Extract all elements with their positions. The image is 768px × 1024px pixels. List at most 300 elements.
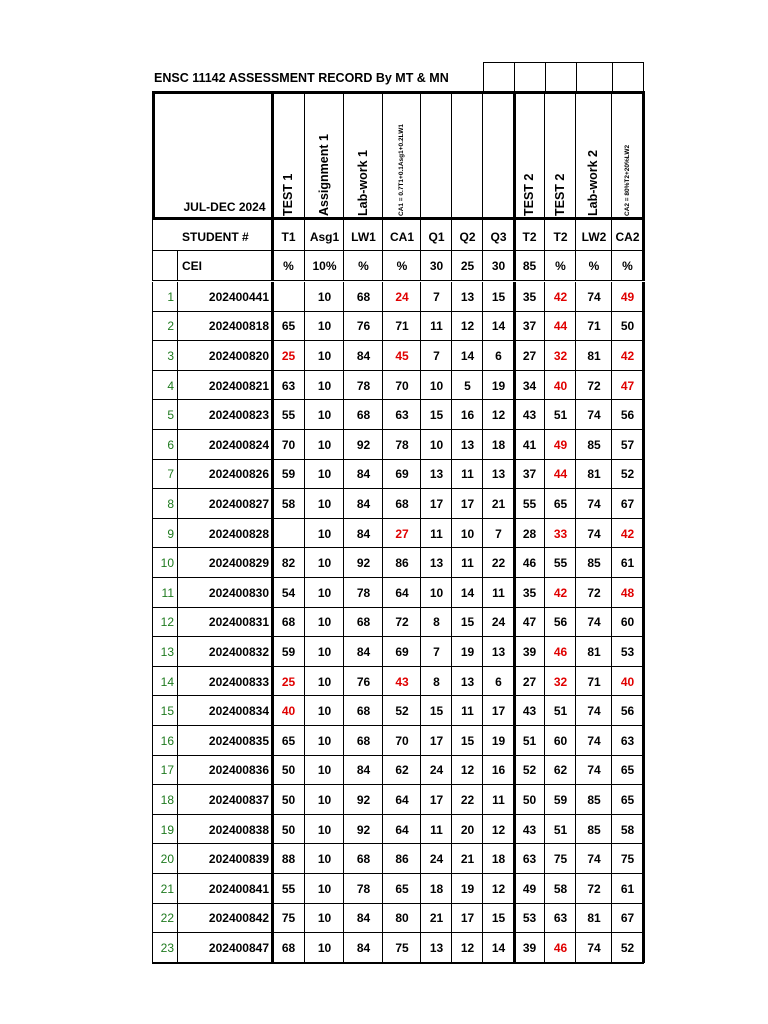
score-cell: 19 [491,733,506,748]
header-col-line [575,91,576,220]
score-cell: 24 [395,289,409,304]
student-id: 202400828 [208,526,269,541]
col-line [513,282,516,963]
score-cell: 68 [395,496,409,511]
row-index: 21 [160,881,174,896]
score-cell: 68 [281,940,296,955]
score-cell: 59 [281,644,296,659]
score-cell: 15 [491,289,506,304]
score-cell: 74 [587,289,601,304]
score-cell: 85 [587,437,601,452]
score-cell: 10 [317,496,332,511]
score-cell: 10 [429,437,444,452]
student-id: 202400824 [208,437,269,452]
score-cell: 15 [429,704,444,719]
score-cell: 46 [522,556,537,571]
score-cell: 43 [395,674,409,689]
score-cell: 20 [460,822,475,837]
score-cell: 12 [460,763,475,778]
student-id: 202400834 [208,704,269,719]
score-cell: 32 [553,674,568,689]
row-index: 8 [167,496,174,511]
score-cell: 49 [620,289,635,304]
score-cell: 68 [356,408,371,423]
student-id: 202400842 [208,911,269,926]
score-cell: 50 [281,792,296,807]
score-cell: 63 [281,378,296,393]
score-cell: 70 [395,733,409,748]
score-cell: 44 [553,319,568,334]
score-cell: 50 [620,319,635,334]
score-cell: 43 [522,408,537,423]
score-cell: 27 [395,526,409,541]
score-cell: 84 [356,644,371,659]
score-cell: 56 [620,408,635,423]
score-cell: 72 [587,881,601,896]
student-id: 202400830 [208,585,269,600]
column-code: Q1 [428,230,445,244]
score-cell: 58 [620,822,635,837]
column-weight: 25 [460,259,475,273]
row-index: 22 [160,911,174,926]
score-cell: 61 [620,556,635,571]
score-cell: 55 [281,881,296,896]
score-cell: 75 [395,940,409,955]
score-cell: 10 [317,940,332,955]
score-cell: 84 [356,348,371,363]
score-cell: 10 [317,822,332,837]
score-cell: 56 [620,704,635,719]
column-code: T1 [281,230,296,244]
score-cell: 40 [620,674,635,689]
row-index: 17 [160,763,174,778]
column-header-vertical: TEST 2 [521,173,536,216]
column-weight: 30 [491,259,506,273]
score-cell: 10 [317,644,332,659]
score-cell: 86 [395,852,409,867]
student-id: 202400441 [208,289,269,304]
score-cell: 10 [317,881,332,896]
score-cell: 72 [395,615,409,630]
score-cell: 49 [522,881,537,896]
cei-label: CEI [182,259,203,273]
score-cell: 46 [553,644,568,659]
col-line [642,282,645,963]
column-weight: % [358,259,369,273]
score-cell: 17 [429,496,444,511]
column-header-vertical: TEST 2 [552,173,567,216]
score-cell: 69 [395,467,409,482]
score-cell: 15 [460,615,475,630]
score-cell: 15 [460,733,475,748]
column-weight: % [588,259,600,273]
score-cell: 11 [430,319,443,334]
score-cell: 82 [281,556,296,571]
score-cell: 65 [620,792,635,807]
score-cell: 42 [620,348,635,363]
score-cell: 88 [281,852,296,867]
score-cell: 52 [620,940,635,955]
score-cell: 74 [587,852,601,867]
top-box-line [612,62,613,91]
score-cell: 45 [395,348,409,363]
column-code: CA2 [615,230,640,244]
score-cell: 7 [433,289,440,304]
score-cell: 12 [491,881,506,896]
header-top-border [152,91,644,94]
top-box-line [643,62,644,91]
score-cell: 43 [522,822,537,837]
score-cell: 50 [281,822,296,837]
score-cell: 52 [522,763,537,778]
score-cell: 43 [522,704,537,719]
score-cell: 17 [460,496,475,511]
score-cell: 40 [281,704,296,719]
score-cell: 59 [553,792,568,807]
score-cell: 22 [491,556,506,571]
score-cell: 40 [553,378,568,393]
header-col-line [513,91,516,220]
score-cell: 68 [356,733,371,748]
student-id: 202400847 [208,940,269,955]
top-box-line [483,62,484,91]
score-cell: 19 [460,644,475,659]
column-header-vertical: CA2 = 80%T2+20%LW2 [623,144,631,216]
score-cell: 12 [491,822,506,837]
score-cell: 11 [461,704,474,719]
student-id: 202400829 [208,556,269,571]
score-cell: 51 [553,822,568,837]
header-col-line [544,91,545,220]
score-cell: 49 [553,437,568,452]
score-cell: 65 [553,496,568,511]
student-id: 202400823 [208,408,269,423]
score-cell: 16 [460,408,475,423]
col-line [304,282,305,963]
column-code: T2 [522,230,537,244]
column-code: T2 [553,230,568,244]
score-cell: 10 [317,704,332,719]
student-id: 202400835 [208,733,269,748]
score-cell: 60 [620,615,635,630]
score-cell: 14 [460,348,475,363]
score-cell: 63 [620,733,635,748]
student-id: 202400836 [208,763,269,778]
column-weight: 10% [312,259,337,273]
score-cell: 74 [587,408,601,423]
score-cell: 16 [491,763,506,778]
score-cell: 47 [522,615,537,630]
score-cell: 65 [395,881,409,896]
column-code: Q2 [459,230,476,244]
score-cell [272,519,305,549]
score-cell: 53 [522,911,537,926]
col-line [343,282,344,963]
score-cell: 46 [553,940,568,955]
score-cell: 10 [317,437,332,452]
header-left-border [152,91,155,220]
score-cell: 74 [587,940,601,955]
bottom-border [152,962,644,964]
column-header-vertical: Lab-work 1 [355,150,370,216]
row-index: 1 [167,289,174,304]
row-index: 6 [167,437,174,452]
student-id: 202400837 [208,792,269,807]
score-cell: 34 [522,378,537,393]
row-index: 14 [160,674,174,689]
column-weight: % [555,259,566,273]
score-cell: 74 [587,496,601,511]
score-cell: 68 [356,615,371,630]
score-cell: 17 [460,911,475,926]
score-cell: 42 [553,289,568,304]
score-cell: 84 [356,526,371,541]
score-cell: 68 [356,289,371,304]
col-line [544,282,545,963]
score-cell: 21 [460,852,475,867]
score-cell: 10 [317,289,332,304]
score-cell: 13 [460,289,475,304]
col-line [420,282,421,963]
score-cell: 7 [495,526,502,541]
score-cell: 37 [522,319,537,334]
score-cell: 18 [491,437,506,452]
row-index: 5 [167,408,174,423]
score-cell: 72 [587,378,601,393]
score-cell: 10 [317,674,332,689]
top-box-line [576,62,577,91]
row-index: 2 [167,319,174,334]
student-id: 202400838 [208,822,269,837]
score-cell: 14 [460,585,475,600]
score-cell: 63 [553,911,568,926]
score-cell: 62 [553,763,568,778]
score-cell: 32 [553,348,568,363]
row-index: 19 [160,822,174,837]
score-cell: 15 [429,408,444,423]
score-cell: 50 [281,763,296,778]
column-code: Asg1 [309,230,340,244]
score-cell: 21 [491,496,506,511]
column-weight: 85 [522,259,537,273]
left-border [152,219,153,281]
score-cell: 18 [429,881,444,896]
student-id: 202400839 [208,852,269,867]
score-cell: 11 [492,792,505,807]
row-index: 23 [160,940,174,955]
score-cell: 52 [395,704,409,719]
row-line [152,280,644,281]
score-cell: 74 [587,733,601,748]
score-cell: 59 [281,467,296,482]
score-cell: 22 [460,792,475,807]
score-cell: 56 [553,615,568,630]
score-cell: 64 [395,822,409,837]
score-cell: 74 [587,615,601,630]
score-cell: 65 [281,733,296,748]
score-cell: 85 [587,822,601,837]
score-cell: 10 [429,378,444,393]
score-cell: 24 [429,763,444,778]
header-col-line [451,91,452,220]
score-cell: 65 [281,319,296,334]
score-cell: 84 [356,763,371,778]
score-cell: 14 [491,940,506,955]
score-cell: 35 [522,289,537,304]
score-cell: 58 [281,496,296,511]
score-cell: 61 [620,881,635,896]
score-cell: 78 [395,437,409,452]
score-cell: 7 [433,644,440,659]
score-cell: 13 [491,467,506,482]
score-cell: 13 [460,674,475,689]
score-cell: 10 [317,348,332,363]
score-cell: 41 [522,437,537,452]
score-cell: 10 [317,763,332,778]
score-cell: 72 [587,585,601,600]
score-cell [272,282,305,312]
sheet-title: ENSC 11142 ASSESSMENT RECORD By MT & MN [154,71,449,85]
score-cell: 78 [356,585,371,600]
score-cell: 68 [356,852,371,867]
score-cell: 10 [317,733,332,748]
student-id: 202400818 [208,319,269,334]
score-cell: 74 [587,704,601,719]
column-code: LW2 [581,230,607,244]
row-index: 20 [160,852,174,867]
score-cell: 51 [553,408,568,423]
row-index: 9 [167,526,174,541]
header-col-line [482,91,483,220]
score-cell: 39 [522,644,537,659]
score-cell: 81 [587,911,601,926]
row-index: 3 [167,348,174,363]
score-cell: 7 [433,348,440,363]
score-cell: 13 [460,437,475,452]
score-cell: 92 [356,792,371,807]
score-cell: 44 [553,467,568,482]
score-cell: 81 [587,348,601,363]
column-header-vertical: CA1 = 0.7T1+0.1Asg1+0.2LW1 [398,124,405,216]
score-cell: 12 [460,319,475,334]
score-cell: 81 [587,644,601,659]
score-cell: 37 [522,467,537,482]
header-col-line [611,91,612,220]
header-col-line [304,91,305,220]
session-label: JUL-DEC 2024 [183,200,266,214]
score-cell: 76 [356,319,371,334]
score-cell: 10 [317,792,332,807]
score-cell: 13 [429,940,444,955]
score-cell: 84 [356,940,371,955]
column-code: CA1 [389,230,414,244]
score-cell: 10 [317,408,332,423]
score-cell: 39 [522,940,537,955]
score-cell: 33 [553,526,568,541]
column-code: Q3 [490,230,507,244]
score-cell: 55 [281,408,296,423]
score-cell: 35 [522,585,537,600]
row-index: 7 [167,467,174,482]
score-cell: 51 [553,704,568,719]
score-cell: 84 [356,467,371,482]
student-id: 202400821 [208,378,269,393]
column-header-vertical: Lab-work 2 [586,150,600,216]
score-cell: 71 [587,674,601,689]
col-line [271,282,274,963]
score-cell: 54 [281,585,296,600]
column-weight: % [622,259,633,273]
score-cell: 74 [587,763,601,778]
left-border [152,282,153,963]
top-box-line [514,62,515,91]
student-id: 202400832 [208,644,269,659]
score-cell: 24 [491,615,506,630]
score-cell: 92 [356,822,371,837]
score-cell: 13 [429,556,444,571]
col-line [382,282,383,963]
score-cell: 81 [587,467,601,482]
row-index: 18 [160,792,174,807]
score-cell: 76 [356,674,371,689]
score-cell: 62 [395,763,409,778]
top-box-line [545,62,546,91]
score-cell: 68 [356,704,371,719]
score-cell: 27 [522,674,537,689]
score-cell: 51 [522,733,537,748]
score-cell: 10 [317,556,332,571]
score-cell: 10 [429,585,444,600]
score-cell: 84 [356,911,371,926]
score-cell: 11 [461,467,474,482]
score-cell: 6 [495,674,502,689]
score-cell: 53 [620,644,635,659]
student-id: 202400827 [208,496,269,511]
score-cell: 84 [356,496,371,511]
score-cell: 13 [429,467,444,482]
score-cell: 10 [317,615,332,630]
score-cell: 75 [281,911,296,926]
score-cell: 8 [433,674,440,689]
score-cell: 71 [587,319,601,334]
score-cell: 75 [553,852,568,867]
col-line [482,282,483,963]
row-index: 15 [160,704,174,719]
score-cell: 13 [491,644,506,659]
score-cell: 80 [395,911,409,926]
score-cell: 17 [429,792,444,807]
score-cell: 10 [317,319,332,334]
col-line [611,282,612,963]
score-cell: 42 [620,526,635,541]
score-cell: 85 [587,792,601,807]
score-cell: 11 [430,822,443,837]
col-line [575,282,576,963]
score-cell: 75 [620,852,635,867]
row-index: 16 [160,733,174,748]
header-col-line [642,91,645,220]
score-cell: 85 [587,556,601,571]
score-cell: 10 [317,526,332,541]
score-cell: 11 [430,526,443,541]
header-col-line [420,91,421,220]
column-weight: % [283,259,294,273]
score-cell: 8 [433,615,440,630]
score-cell: 11 [461,556,474,571]
column-header-vertical: Assignment 1 [316,134,331,216]
score-cell: 65 [620,763,635,778]
score-cell: 48 [620,585,635,600]
